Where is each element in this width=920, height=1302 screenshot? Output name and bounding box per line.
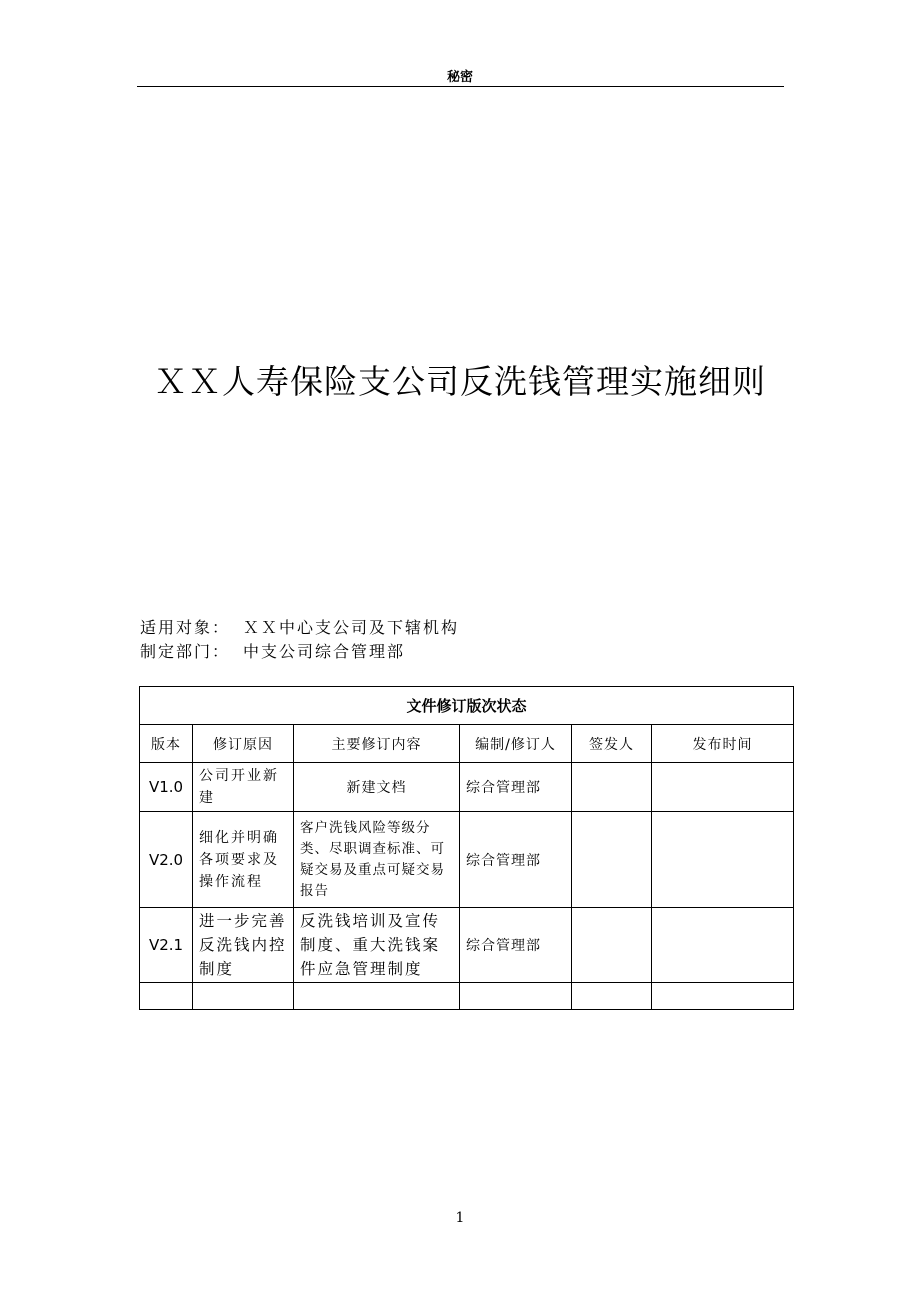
column-header-version: 版本	[140, 725, 193, 763]
cell-date	[652, 908, 794, 983]
cell-issuer	[572, 908, 652, 983]
column-header-editor: 编制/修订人	[460, 725, 572, 763]
cell-version	[140, 983, 193, 1010]
cell-editor: 综合管理部	[460, 908, 572, 983]
scope-value: ＸＸ中心支公司及下辖机构	[243, 618, 460, 637]
column-header-date: 发布时间	[652, 725, 794, 763]
revision-table	[139, 686, 794, 1010]
cell-editor: 综合管理部	[460, 812, 572, 908]
table-header-row	[140, 725, 794, 763]
cell-version: V2.0	[140, 812, 193, 908]
column-header-content: 主要修订内容	[294, 725, 460, 763]
table-row	[140, 763, 794, 812]
page-number: 1	[455, 1210, 465, 1226]
header-classification: 秘密	[446, 70, 473, 85]
department-line	[140, 639, 405, 662]
cell-reason: 进一步完善反洗钱内控制度	[193, 908, 294, 983]
scope-line	[140, 615, 459, 638]
cell-content: 新建文档	[294, 763, 460, 812]
table-caption: 文件修订版次状态	[140, 687, 794, 725]
cell-issuer	[572, 763, 652, 812]
cell-date	[652, 763, 794, 812]
department-label: 制定部门：	[140, 642, 231, 661]
cell-date	[652, 812, 794, 908]
cell-content	[294, 983, 460, 1010]
cell-reason: 细化并明确各项要求及操作流程	[193, 812, 294, 908]
document-title: ＸＸ人寿保险支公司反洗钱管理实施细则	[154, 362, 766, 401]
column-header-issuer: 签发人	[572, 725, 652, 763]
cell-date	[652, 983, 794, 1010]
cell-issuer	[572, 983, 652, 1010]
header-rule	[137, 86, 784, 87]
cell-reason: 公司开业新建	[193, 763, 294, 812]
cell-reason	[193, 983, 294, 1010]
cell-content: 反洗钱培训及宣传制度、重大洗钱案件应急管理制度	[294, 908, 460, 983]
column-header-reason: 修订原因	[193, 725, 294, 763]
cell-editor: 综合管理部	[460, 763, 572, 812]
table-row	[140, 812, 794, 908]
cell-version: V2.1	[140, 908, 193, 983]
table-row	[140, 908, 794, 983]
cell-version: V1.0	[140, 763, 193, 812]
scope-label: 适用对象：	[140, 618, 231, 637]
department-value: 中支公司综合管理部	[243, 642, 406, 661]
cell-issuer	[572, 812, 652, 908]
cell-content: 客户洗钱风险等级分类、尽职调查标准、可疑交易及重点可疑交易报告	[294, 812, 460, 908]
table-row	[140, 983, 794, 1010]
cell-editor	[460, 983, 572, 1010]
